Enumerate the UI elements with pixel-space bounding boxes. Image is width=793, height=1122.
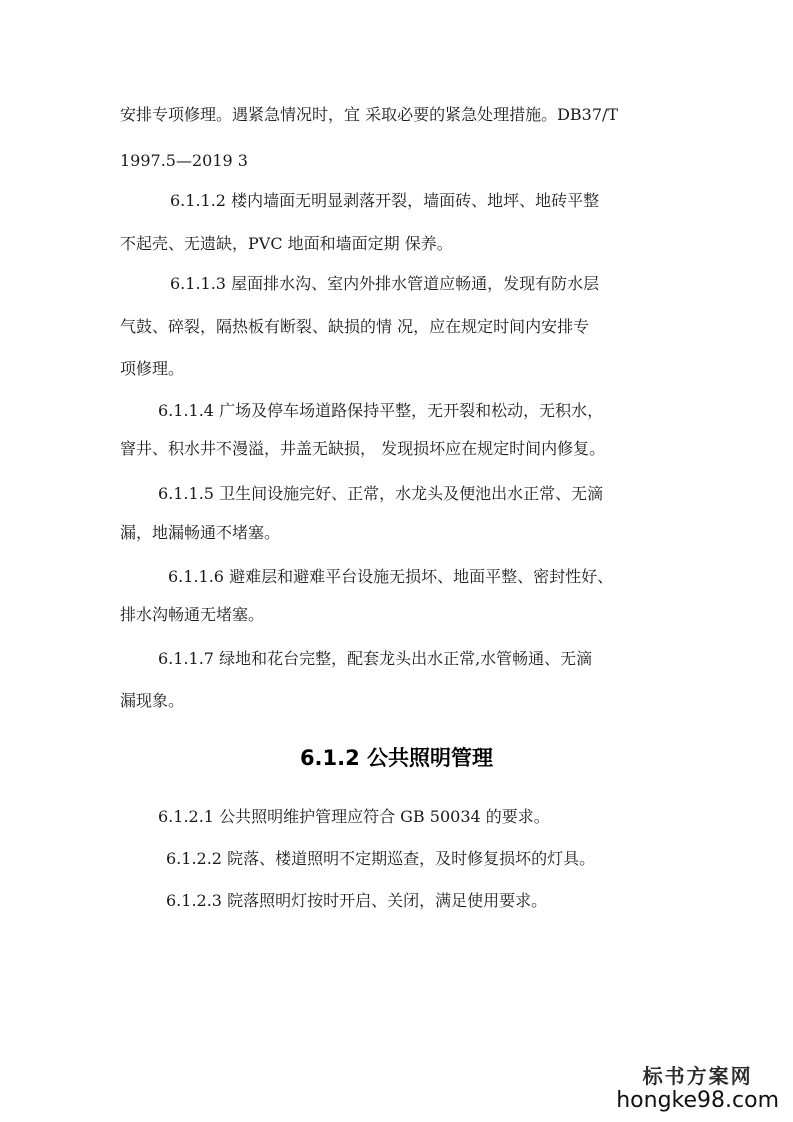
paragraph-line: 6.1.1.4 广场及停车场道路保持平整，无开裂和松动，无积水， [158, 401, 604, 420]
list-item: 6.1.2.3 院落照明灯按时开启、关闭，满足使用要求。 [166, 891, 548, 910]
paragraph-line: 不起壳、无遗缺，PVC 地面和墙面定期 保养。 [120, 234, 453, 253]
paragraph-line: 窨井、积水井不漫溢，井盖无缺损， 发现损坏应在规定时间内修复。 [120, 439, 606, 458]
paragraph-line: 6.1.1.5 卫生间设施完好、正常，水龙头及便池出水正常、无滴 [158, 484, 604, 503]
paragraph-line: 6.1.1.7 绿地和花台完整，配套龙头出水正常,水管畅通、无滴 [158, 649, 593, 668]
paragraph-line: 排水沟畅通无堵塞。 [120, 605, 265, 624]
paragraph-line: 漏现象。 [120, 691, 185, 710]
site-watermark [616, 1064, 779, 1114]
paragraph-line: 漏，地漏畅通不堵塞。 [120, 523, 281, 542]
section-heading: 6.1.2 公共照明管理 [299, 746, 494, 770]
paragraph-line: 气鼓、碎裂，隔热板有断裂、缺损的情 况，应在规定时间内安排专 [120, 317, 590, 336]
paragraph-line: 6.1.1.6 避难层和避难平台设施无损坏、地面平整、密封性好、 [168, 567, 614, 586]
paragraph-line: 1997.5—2019 3 [120, 151, 248, 170]
paragraph-line: 安排专项修理。遇紧急情况时，宜 采取必要的紧急处理措施。DB37/T [120, 105, 619, 124]
paragraph-line: 6.1.1.3 屋面排水沟、室内外排水管道应畅通，发现有防水层 [170, 274, 600, 293]
paragraph-line: 项修理。 [120, 359, 185, 378]
list-item: 6.1.2.1 公共照明维护管理应符合 GB 50034 的要求。 [158, 807, 550, 826]
list-item: 6.1.2.2 院落、楼道照明不定期巡查，及时修复损坏的灯具。 [166, 849, 596, 868]
paragraph-line: 6.1.1.2 楼内墙面无明显剥落开裂，墙面砖、地坪、地砖平整 [170, 191, 600, 210]
watermark-url: hongke98.com [616, 1088, 779, 1113]
watermark-title: 标书方案网 [642, 1064, 753, 1088]
